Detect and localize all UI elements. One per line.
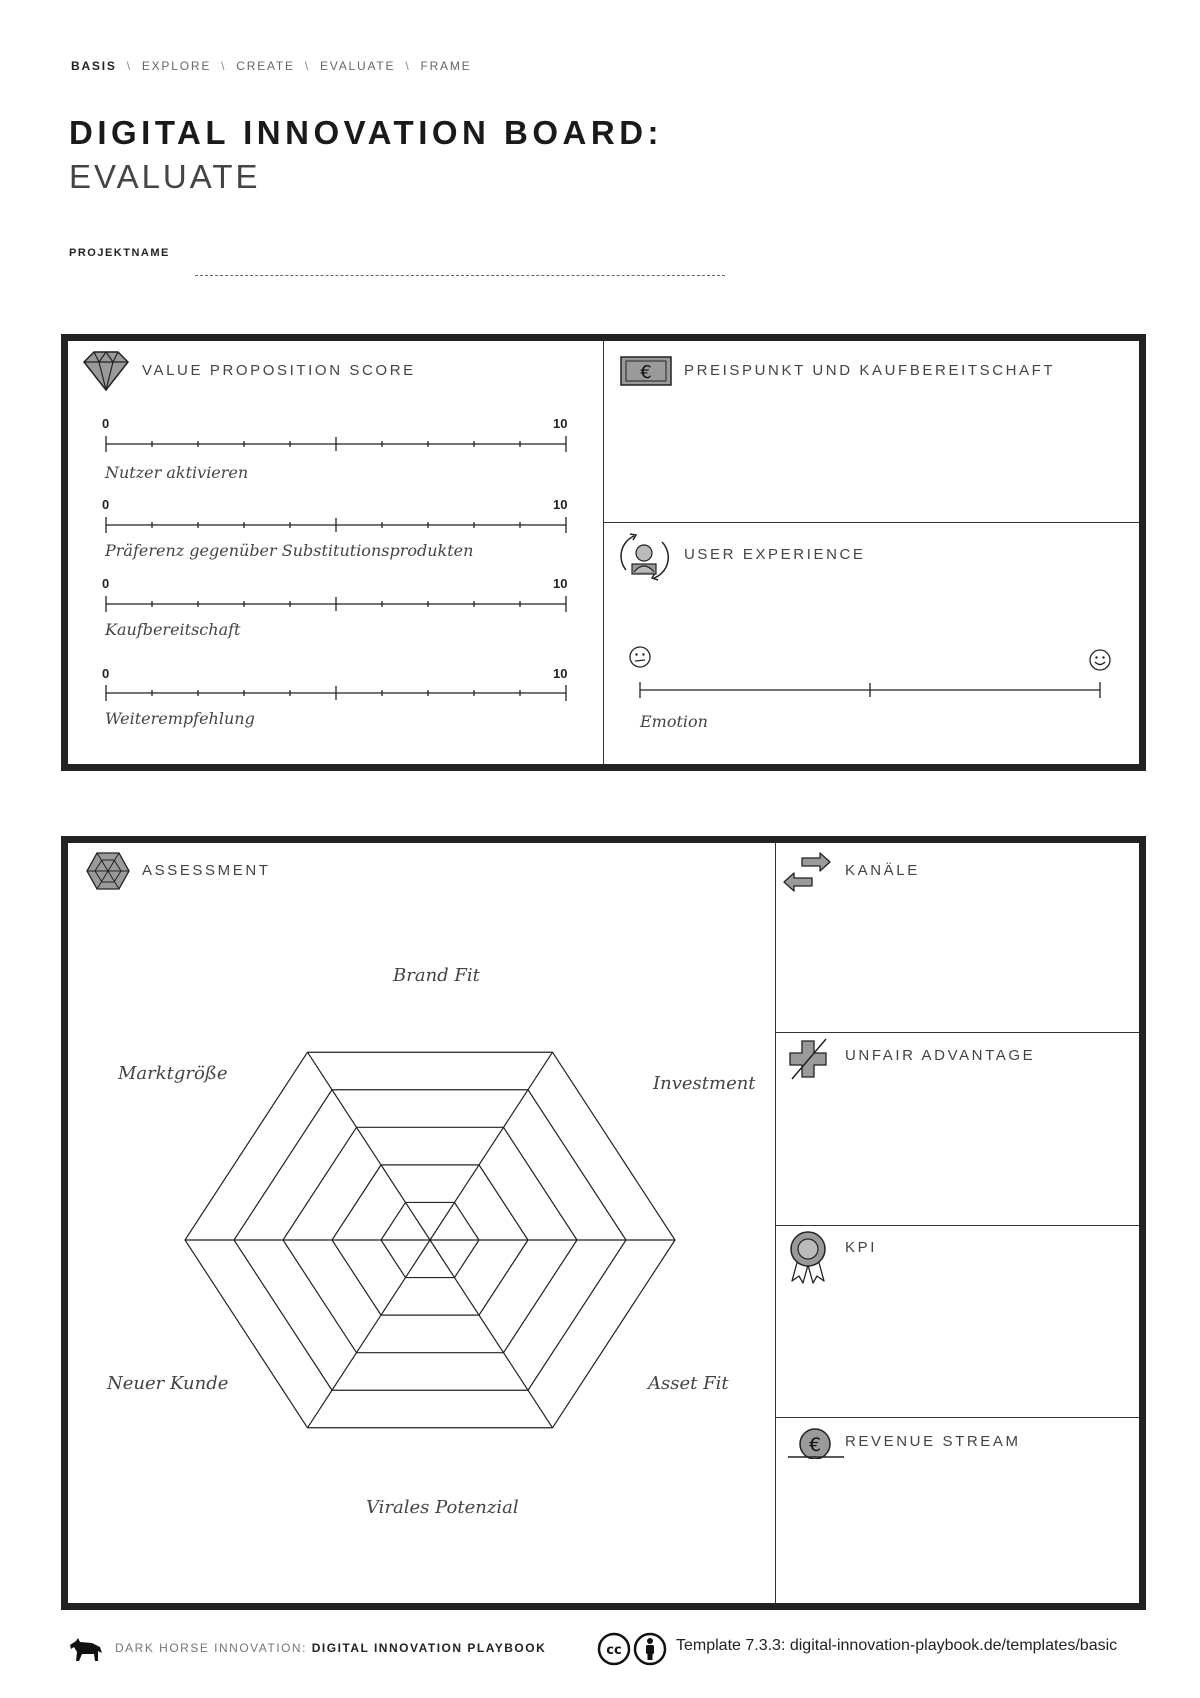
scale-min-label: 0 (102, 497, 110, 512)
radar-label-marktgroesse: Marktgröße (118, 1063, 228, 1084)
scale-weiterempfehlung[interactable] (100, 683, 572, 703)
ux-title: USER EXPERIENCE (684, 546, 866, 563)
radar-label-neuer-kunde: Neuer Kunde (107, 1373, 229, 1394)
emotion-scale[interactable] (638, 680, 1102, 700)
scale-kaufbereitschaft[interactable] (100, 594, 572, 614)
scale-min-label: 0 (102, 416, 110, 431)
scale-max-label: 10 (553, 416, 568, 431)
value-proposition-title: VALUE PROPOSITION SCORE (142, 362, 416, 379)
scale-min-label: 0 (102, 666, 110, 681)
project-name-field[interactable] (195, 275, 725, 276)
happy-face-icon (1088, 648, 1112, 672)
web-icon (86, 851, 130, 891)
creative-commons-icon (597, 1632, 631, 1666)
price-title: PREISPUNKT UND KAUFBEREITSCHAFT (684, 362, 1056, 379)
project-name-label: PROJEKTNAME (69, 247, 170, 259)
kpi-title: KPI (845, 1239, 877, 1256)
channels-title: KANÄLE (845, 862, 920, 879)
diamond-icon (81, 350, 131, 392)
emotion-label: Emotion (640, 712, 708, 731)
user-cycle-icon (614, 526, 674, 586)
scale-max-label: 10 (553, 666, 568, 681)
radar-label-brand-fit: Brand Fit (393, 965, 480, 986)
scale-nutzer-aktivieren[interactable] (100, 434, 572, 454)
scale-max-label: 10 (553, 497, 568, 512)
breadcrumb-item-frame[interactable]: FRAME (420, 59, 472, 73)
radar-label-virales-potenzial: Virales Potenzial (366, 1497, 519, 1518)
breadcrumb-item-basis[interactable]: BASIS (71, 59, 117, 73)
assessment-title: ASSESSMENT (142, 862, 271, 879)
svg-text:€: € (808, 1434, 822, 1456)
sad-face-icon (628, 645, 652, 669)
divider-vertical (775, 842, 776, 1604)
svg-text:cc: cc (606, 1643, 622, 1658)
plus-slash-icon (786, 1037, 830, 1081)
euro-coin-icon (786, 1425, 846, 1459)
breadcrumb-item-explore[interactable]: EXPLORE (141, 59, 212, 73)
page-title: DIGITAL INNOVATION BOARD: (69, 114, 664, 151)
svg-text:€: € (640, 362, 652, 383)
horse-logo-icon (68, 1637, 104, 1663)
breadcrumb-item-evaluate[interactable]: EVALUATE (320, 59, 396, 73)
breadcrumb-item-create[interactable]: CREATE (236, 59, 295, 73)
divider-horizontal (776, 1032, 1139, 1033)
scale-label: Kaufbereitschaft (105, 620, 241, 639)
divider-vertical (603, 340, 604, 765)
divider-horizontal (776, 1225, 1139, 1226)
scale-praeferenz[interactable] (100, 515, 572, 535)
divider-horizontal (776, 1417, 1139, 1418)
scale-min-label: 0 (102, 576, 110, 591)
unfair-advantage-title: UNFAIR ADVANTAGE (845, 1047, 1036, 1064)
divider-horizontal (604, 522, 1139, 523)
banknote-icon (620, 356, 672, 386)
footer-brand: DARK HORSE INNOVATION: DIGITAL INNOVATION PLAYBOOK (115, 1641, 547, 1655)
scale-label: Weiterempfehlung (105, 709, 255, 728)
page-subtitle: EVALUATE (69, 158, 261, 195)
footer-template-reference: Template 7.3.3: digital-innovation-playbook.de/templates/basic (676, 1637, 1118, 1654)
arrows-exchange-icon (782, 852, 832, 896)
revenue-stream-title: REVENUE STREAM (845, 1433, 1021, 1450)
award-badge-icon (788, 1229, 828, 1285)
scale-label: Präferenz gegenüber Substitutionsprodukten (105, 541, 474, 560)
scale-label: Nutzer aktivieren (105, 463, 249, 482)
radar-label-investment: Investment (653, 1073, 756, 1094)
scale-max-label: 10 (553, 576, 568, 591)
attribution-icon (633, 1632, 667, 1666)
radar-label-asset-fit: Asset Fit (648, 1373, 729, 1394)
breadcrumb: BASIS \ EXPLORE \ CREATE \ EVALUATE \ FRAME (71, 59, 472, 73)
